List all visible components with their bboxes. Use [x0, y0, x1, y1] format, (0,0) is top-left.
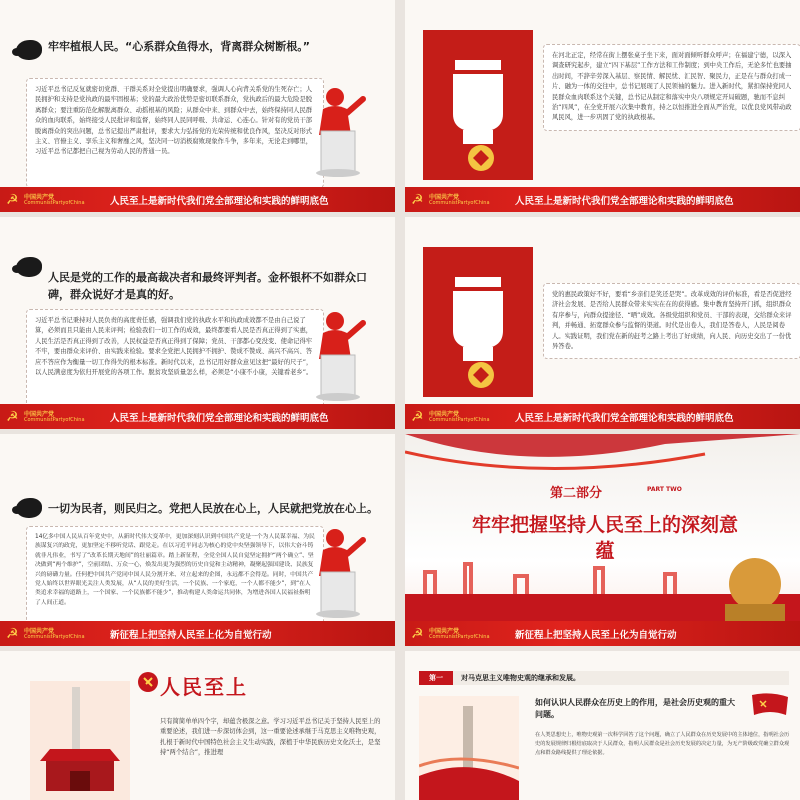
party-emblem-icon: ☭ [6, 409, 19, 425]
tag-number: 第一 [419, 671, 453, 685]
footer-title: 新征程上把坚持人民至上化为自觉行动 [515, 630, 677, 641]
party-emblem-icon: ☭ [6, 192, 19, 208]
speaker-figure-icon [305, 85, 375, 180]
ink-dot-icon [12, 506, 22, 514]
tiananmen-monument-image [30, 681, 130, 800]
slide-8 [405, 651, 800, 800]
slide-4 [405, 217, 800, 429]
party-emblem-icon: ☭ [411, 409, 424, 425]
ink-dot-icon [12, 265, 22, 273]
ink-dot-icon [12, 48, 22, 56]
slide-title: 人民至上 [160, 675, 248, 699]
party-emblem-icon: ☭ [411, 626, 424, 642]
logo-en: CommunistPartyofChina [24, 200, 85, 206]
party-emblem-icon [138, 669, 158, 695]
party-logo [6, 626, 101, 642]
footer-bar [0, 187, 395, 212]
slide-1 [0, 0, 395, 212]
lead-text: 只有简简单单四个字，却蕴含极深之意。学习习近平总书记关于坚持人民至上的重要论述，我们进一步深切体会到，这一重要论述承继于马克思主义唯物史观，扎根于新时代中国特色社会主义生动实践，深植于中华民族历史文化沃土，是坚持“两个结合”，推进理 [160, 718, 381, 757]
content-box [26, 78, 324, 188]
content-text: 习近平总书记反复就密切党群、干群关系对全党提出明确要求，强调人心向背关系党的生死存亡；人民拥护和支持是党执政的最牢固根基；党的最大政治优势是密切联系群众，党执政后的最大危险是脱离群众；要注重防范化解脱离群众、动摇根基的风险；从群众中来、到群众中去，始终保持同人民群众的血肉联系，始终接受人民批评和监督，始终同人民同呼吸、共命运、心连心。针对有的党员干部脱离群众的突出问题，总书记提出严肃批评，要求大力弘扬党的光荣传统和优良作风，坚决反对形式主义、官僚主义、享乐主义和奢靡之风，坚决同一切消极腐败现象作斗争，多年来，无论走到哪里，习近平总书记都把自己视为劳动人民的普通一员。 [35, 86, 313, 156]
slide-2 [405, 0, 800, 212]
footer-bar [0, 621, 395, 646]
content-box [543, 44, 800, 131]
fist-emblem-image [423, 247, 533, 397]
speaker-figure-icon [305, 526, 375, 621]
question-text: 如何认识人民群众在历史上的作用，是社会历史观的重大问题。 [535, 698, 735, 719]
content-box [26, 526, 324, 630]
slide-headline: 人民是党的工作的最高裁决者和最终评判者。金杯银杯不如群众口碑，群众说好才是真的好。 [48, 271, 367, 301]
part-label: 第二部分 [550, 486, 603, 501]
part-en-label: PART TWO [647, 486, 682, 493]
slide-6-section-cover [405, 434, 800, 646]
logo-en: CommunistPartyofChina [429, 634, 490, 640]
slide-5 [0, 434, 395, 646]
slide-3 [0, 217, 395, 429]
logo-en: CommunistPartyofChina [429, 200, 490, 206]
party-logo [6, 192, 101, 208]
content-text: 14亿多中国人民从百年党史中，从新时代伟大变革中，更加深刻认识到中国共产党是一个为人民谋幸福、为民族谋复兴的政党，更加坚定不移听党话、跟党走。在以习近平同志为核心的党中央坚强领导下，以伟大奋斗铸就非凡伟业，书写了“改革长期天地间”的壮丽篇章。踏上新征程，全党全国人民自觉坚定拥护“两个确立”、坚决做到“两个维护”，空前团结、万众一心，焕发出更为强烈的历史自觉和主动精神，凝聚起强国建设、民族复兴的磅礴力量。任何把中国共产党同中国人民分割开来、对立起来的企图，永远都不会得逞。同时，中国共产党人始终以世界眼光关注人类发展，从“人民的美好生活，一个民族、一个家庭，一个人都不能少”，到“在人类追求幸福的道路上，一个国家、一个民族都不能少”，推动构建人类命运共同体，为增进各国人民福祉指明了人间正道。 [35, 534, 315, 606]
logo-en: CommunistPartyofChina [429, 417, 490, 423]
logo-cn: 中国共产党 [24, 628, 55, 635]
body-text: 在人类思想史上，唯物史观第一次科学回答了这个问题，确立了人民群众在历史发展中的主体地位，指明社会历史的发展规律归根结底取决于人民群众，指明人民群众是社会历史发展的决定力量，为无产阶级政党确立群众观点和群众路线提供了理论依据。 [535, 732, 790, 756]
party-logo [6, 409, 101, 425]
content-text: 习近平总书记秉持对人民负责的高度责任感，强调我们党的执政水平和执政成效都不是由自己说了算，必须而且只能由人民来评判；检验我们一切工作的成效，最终都要看人民是否真正得到了实惠，人民生活是否真正得到了改善，人民权益是否真正得到了保障；党员、干部都心变没变、使命记得牢不牢，要由群众来评价、由实践来检验。要求全党把人民拥护不拥护、赞成不赞成、高兴不高兴、答应不答应作为衡量一切工作得失的根本标准。新时代以来，总书记用好群众意见这把“最好的尺子”，以人民满意度为依归开展党的各项工作。脱贫攻坚质量怎么样，必须是“小康不小康，关键看老乡”。 [35, 317, 313, 377]
footer-title: 新征程上把坚持人民至上化为自觉行动 [110, 630, 272, 641]
slide-7 [0, 651, 395, 800]
content-text: 党的惠民政策好不好，要看“乡亲们是笑还是哭”。改革成效的评价标准，看是否促进经济社会发展、是否给人民群众带来实实在在的获得感。集中教育坚持开门抓，组织群众有序参与，向群众提途径、“晒”成效。各级党组织和党员、干部的表现，交给群众来评判，并畅通、拓宽群众参与监督的渠道。时代是出卷人，我们是答卷人，人民是阅卷人。实践证明，我们党在新的赶考之路上考出了好成绩，向人民、向历史交出了一份优异答卷。 [552, 291, 792, 351]
logo-en: CommunistPartyofChina [24, 634, 85, 640]
section-tag [419, 671, 789, 685]
footer-bar [405, 621, 800, 646]
content-text: 在河北正定，经常在街上摆张桌子坐下来，面对面倾听群众呼声；在福建宁德，以深入调查研究起步，建立“四下基层”工作方法和工作制度；到中央工作后，无论多忙也要抽出时间，不辞辛劳深入基层、察民情、解民忧、汇民智、聚民力，正是在与群众打成一片、融为一体的交往中，总书记展现了人民领袖的魅力。进入新时代，紧扣保持党同人民群众血肉联系这个关键，总书记从制定和落实中央八项规定开局破题，驰而不息纠治“四风”，在全党开展六次集中教育，持之以恒推进全面从严治党，以优良党风带动政风民风，进一步巩固了党的执政根基。 [552, 52, 792, 122]
content-box [26, 309, 324, 411]
monument-image [419, 696, 519, 800]
fist-emblem-image [423, 30, 533, 180]
speaker-figure-icon [305, 309, 375, 404]
footer-title: 人民至上是新时代我们党全部理论和实践的鲜明底色 [515, 196, 734, 207]
slide-headline: 一切为民者，则民归之。党把人民放在心上，人民就把党放在心上。 [48, 502, 378, 515]
logo-en: CommunistPartyofChina [24, 417, 85, 423]
party-logo [411, 192, 506, 208]
footer-title: 人民至上是新时代我们党全部理论和实践的鲜明底色 [515, 413, 734, 424]
section-title: 牢牢把握坚持人民至上的深刻意蕴 [471, 514, 738, 562]
footer-bar [0, 404, 395, 429]
party-emblem-icon: ☭ [411, 192, 424, 208]
slide-headline: 牢牢植根人民。“心系群众鱼得水，背离群众树断根。” [48, 40, 310, 53]
tag-text: 对马克思主义唯物史观的继承和发展。 [461, 674, 580, 682]
logo-cn: 中国共产党 [24, 194, 55, 201]
logo-cn: 中国共产党 [429, 628, 460, 635]
party-emblem-icon: ☭ [6, 626, 19, 642]
logo-cn: 中国共产党 [429, 194, 460, 201]
footer-bar [405, 187, 800, 212]
footer-bar [405, 404, 800, 429]
footer-title: 人民至上是新时代我们党全部理论和实践的鲜明底色 [110, 196, 329, 207]
party-logo [411, 409, 506, 425]
logo-cn: 中国共产党 [24, 411, 55, 418]
party-flag-icon [750, 691, 790, 721]
footer-title: 人民至上是新时代我们党全部理论和实践的鲜明底色 [110, 413, 329, 424]
logo-cn: 中国共产党 [429, 411, 460, 418]
content-box [543, 283, 800, 359]
party-logo [411, 626, 506, 642]
